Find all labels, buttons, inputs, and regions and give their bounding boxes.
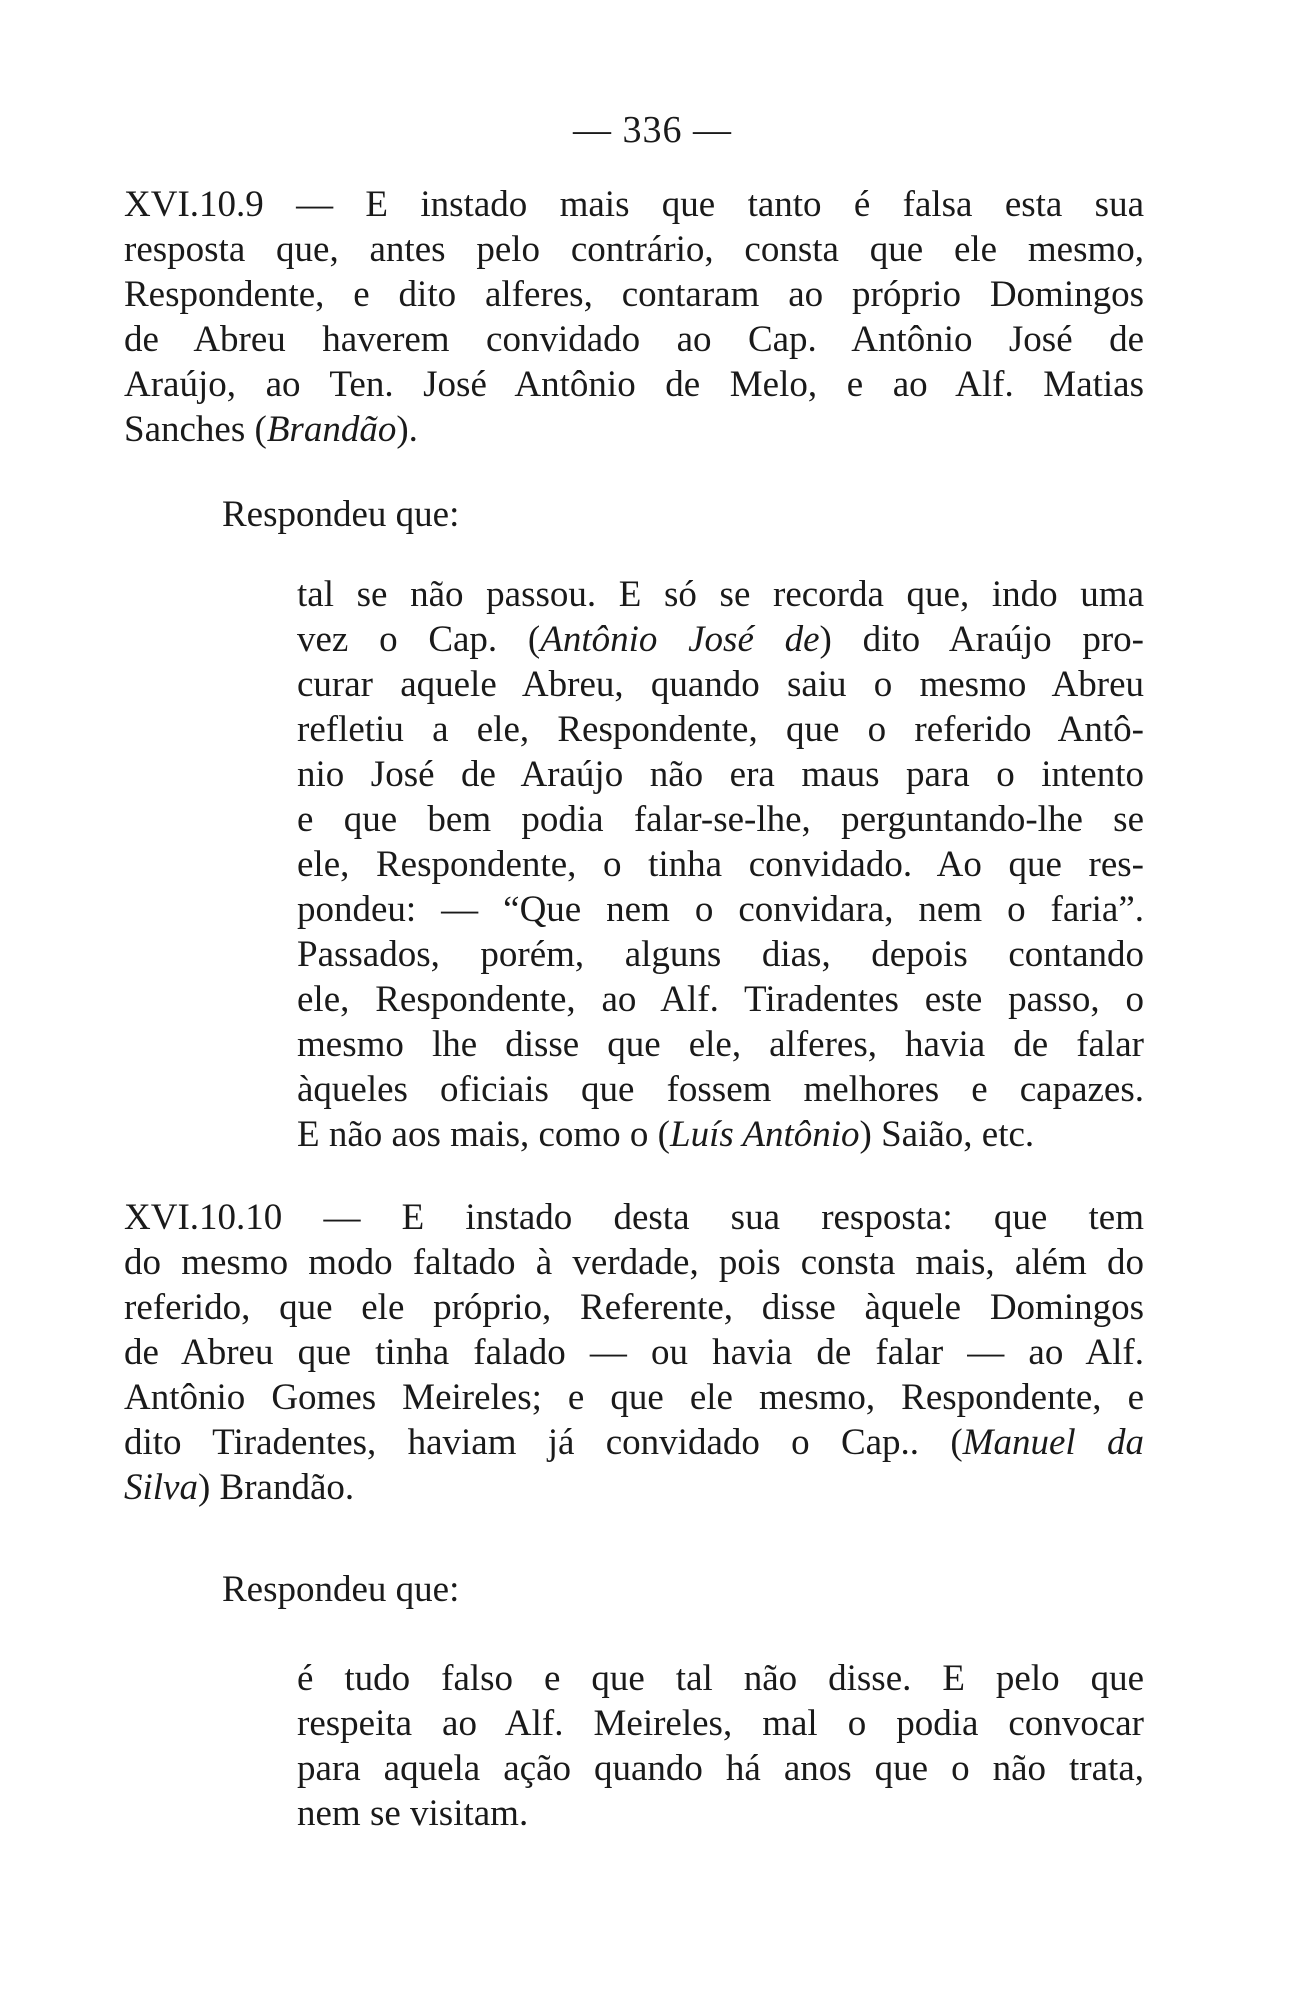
text-line: curar aquele Abreu, quando saiu o mesmo Abreu [297, 664, 1144, 705]
response-label-1: Respondeu que: [222, 494, 460, 535]
answer-paragraph-2 [297, 1656, 1144, 1836]
text-line [124, 407, 1144, 452]
text-line: para aquela ação quando há anos que o não trata, [297, 1748, 1144, 1789]
text-line: de Abreu que tinha falado — ou havia de falar — ao Alf. [124, 1332, 1144, 1373]
italic-text: Manuel da [962, 1422, 1144, 1463]
text-line: Passados, porém, alguns dias, depois contando [297, 934, 1144, 975]
text-line: Araújo, ao Ten. José Antônio de Melo, e ao Alf. Matias [124, 364, 1144, 405]
text-line [297, 617, 1144, 662]
text-line: nio José de Araújo não era maus para o intento [297, 754, 1144, 795]
text-line: resposta que, antes pelo contrário, consta que ele mesmo, [124, 229, 1144, 270]
text-line [297, 1112, 1144, 1157]
question-paragraph-2 [124, 1195, 1144, 1510]
italic-text: Antônio José de [540, 619, 820, 660]
text-run: E não aos mais, como o ( [297, 1114, 670, 1155]
text-line: XVI.10.9 — E instado mais que tanto é falsa esta sua [124, 184, 1144, 225]
text-run: dito Tiradentes, haviam já convidado o Cap.. ( [124, 1422, 963, 1463]
text-run: ) dito Araújo pro- [819, 619, 1144, 660]
text-line: refletiu a ele, Respondente, que o referido Antô- [297, 709, 1144, 750]
text-run: ) Brandão. [197, 1467, 355, 1508]
text-run: ). [396, 409, 418, 450]
text-line: do mesmo modo faltado à verdade, pois consta mais, além do [124, 1242, 1144, 1283]
text-line: ele, Respondente, ao Alf. Tiradentes este passo, o [297, 979, 1144, 1020]
text-line [124, 1420, 1144, 1465]
text-run: Sanches ( [124, 409, 267, 450]
text-line: pondeu: — “Que nem o convidara, nem o faria”. [297, 889, 1144, 930]
text-line: respeita ao Alf. Meireles, mal o podia convocar [297, 1703, 1144, 1744]
text-line: XVI.10.10 — E instado desta sua resposta: que tem [124, 1197, 1144, 1238]
page-number: — 336 — [573, 109, 732, 151]
text-line: Respondente, e dito alferes, contaram ao próprio Domingos [124, 274, 1144, 315]
text-line: mesmo lhe disse que ele, alferes, havia de falar [297, 1024, 1144, 1065]
text-line [124, 1465, 1144, 1510]
text-run: vez o Cap. ( [297, 619, 541, 660]
answer-paragraph-1 [297, 572, 1144, 1157]
text-line: ele, Respondente, o tinha convidado. Ao que res- [297, 844, 1144, 885]
italic-text: Luís Antônio [670, 1114, 860, 1155]
text-line: de Abreu haverem convidado ao Cap. Antônio José de [124, 319, 1144, 360]
text-line: referido, que ele próprio, Referente, disse àquele Domingos [124, 1287, 1144, 1328]
italic-text: Silva [124, 1467, 198, 1508]
text-line: tal se não passou. E só se recorda que, indo uma [297, 574, 1144, 615]
text-run: ) Saião, etc. [859, 1114, 1035, 1155]
text-line: é tudo falso e que tal não disse. E pelo que [297, 1658, 1144, 1699]
text-line: Antônio Gomes Meireles; e que ele mesmo, Respondente, e [124, 1377, 1144, 1418]
text-line: e que bem podia falar-se-lhe, perguntando-lhe se [297, 799, 1144, 840]
response-label-2: Respondeu que: [222, 1569, 460, 1610]
text-line: nem se visitam. [297, 1793, 529, 1834]
italic-text: Brandão [266, 409, 397, 450]
text-line: àqueles oficiais que fossem melhores e capazes. [297, 1069, 1144, 1110]
question-paragraph-1 [124, 182, 1144, 452]
